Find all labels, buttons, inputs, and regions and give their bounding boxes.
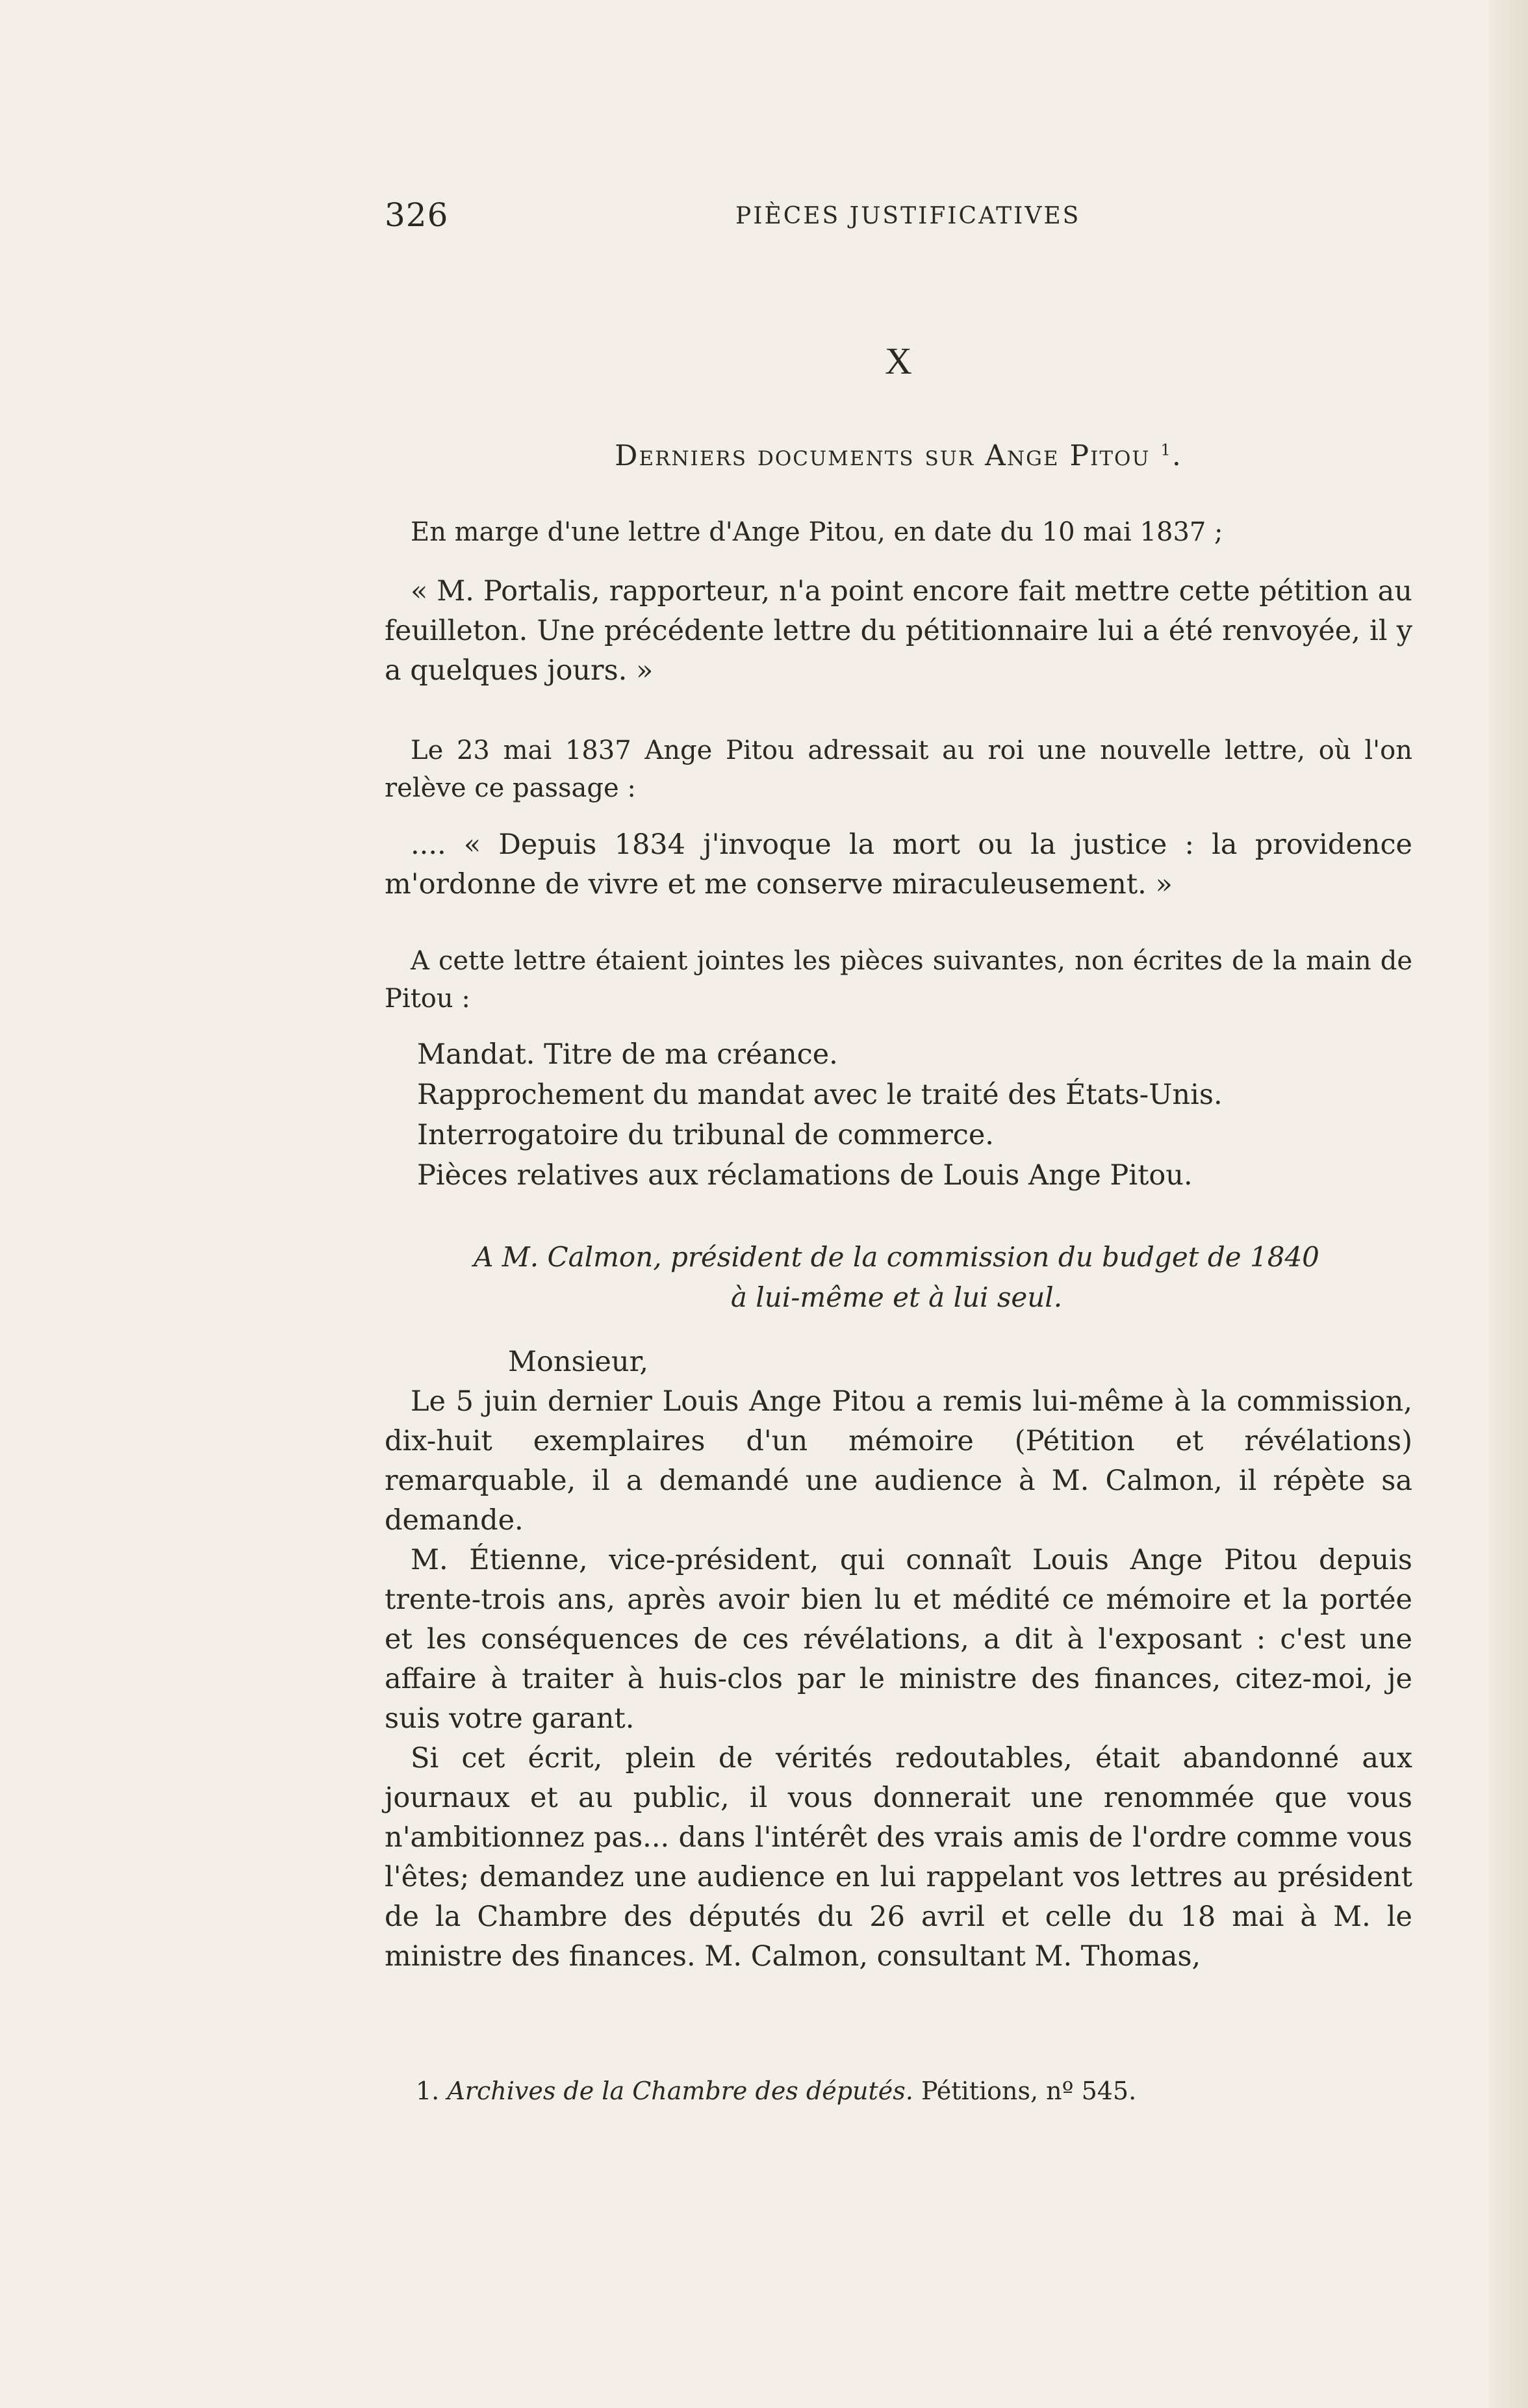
section-number: X bbox=[885, 340, 912, 382]
list-item: Rapprochement du mandat avec le traité des États-Unis. bbox=[417, 1079, 1223, 1111]
section-title-text: Derniers documents sur Ange Pitou bbox=[615, 439, 1151, 472]
list-item: Interrogatoire du tribunal de commerce. bbox=[417, 1119, 994, 1151]
list-item: Pièces relatives aux réclamations de Louis Ange Pitou. bbox=[417, 1159, 1193, 1192]
salutation: Monsieur, bbox=[508, 1346, 649, 1378]
running-title: PIÈCES JUSTIFICATIVES bbox=[735, 203, 1081, 229]
page-edge-shadow bbox=[1489, 0, 1528, 2408]
attachments-intro: A cette lettre étaient jointes les pièces suivantes, non écrites de la main de Pitou : bbox=[385, 946, 1412, 1014]
letter-paragraph: M. Étienne, vice-président, qui connaît Louis Ange Pitou depuis trente-trois ans, après avoir bien lu et médité ce mémoire et la portée et les conséquences de ces révélations, a dit à l'exposant : c'est une affaire à traiter à huis-clos par le ministre des finances, citez-moi, je suis votre garant. bbox=[385, 1544, 1412, 1735]
footnote-marker: 1. bbox=[416, 2077, 440, 2105]
section-title: Derniers documents sur Ange Pitou $^1$. bbox=[615, 439, 1182, 472]
footnote-reference: 1 bbox=[1160, 441, 1172, 459]
letter-paragraph: Si cet écrit, plein de vérités redoutables, était abandonné aux journaux et au public, il vous donnerait une renommée que vous n'ambitionnez pas... dans l'intérêt des vrais amis de l'ordre comme vous l'êtes; demandez une audience en lui rappelant vos lettres au président de la Chambre des députés du 26 avril et celle du 18 mai à M. le ministre des finances. M. Calmon, consultant M. Thomas, bbox=[385, 1742, 1412, 1973]
attachments-list bbox=[385, 1034, 1412, 1196]
letter-body bbox=[385, 1342, 1412, 1977]
page-number: 326 bbox=[385, 196, 449, 234]
letter-paragraph: Le 5 juin dernier Louis Ange Pitou a remis lui-même à la commission, dix-huit exemplaires d'un mémoire (Pétition et révélations) remarquable, il a demandé une audience à M. Calmon, il répète sa demande. bbox=[385, 1385, 1412, 1537]
letter-context-paragraph: Le 23 mai 1837 Ange Pitou adressait au roi une nouvelle lettre, où l'on relève ce passage : bbox=[385, 736, 1412, 803]
running-head bbox=[385, 196, 1412, 242]
footnote-detail: Pétitions, nº 545. bbox=[921, 2077, 1137, 2105]
letter-addressee bbox=[442, 1237, 1351, 1318]
list-item: Mandat. Titre de ma créance. bbox=[417, 1038, 838, 1071]
addressee-line-1: A M. Calmon, président de la commission du budget de 1840 bbox=[474, 1241, 1319, 1273]
quoted-passage: .... « Depuis 1834 j'invoque la mort ou la justice : la providence m'ordonne de vivre et me conserve miraculeusement. » bbox=[385, 828, 1412, 901]
addressee-line-2: à lui-même et à lui seul. bbox=[730, 1281, 1063, 1313]
footnote-source: Archives de la Chambre des députés. bbox=[447, 2077, 913, 2105]
quoted-note: « M. Portalis, rapporteur, n'a point encore fait mettre cette pétition au feuilleton. Une précédente lettre du pétitionnaire lui a été renvoyée, il y a quelques jours. » bbox=[385, 575, 1412, 687]
footnote bbox=[416, 2077, 1136, 2105]
intro-paragraph: En marge d'une lettre d'Ange Pitou, en date du 10 mai 1837 ; bbox=[411, 517, 1223, 547]
